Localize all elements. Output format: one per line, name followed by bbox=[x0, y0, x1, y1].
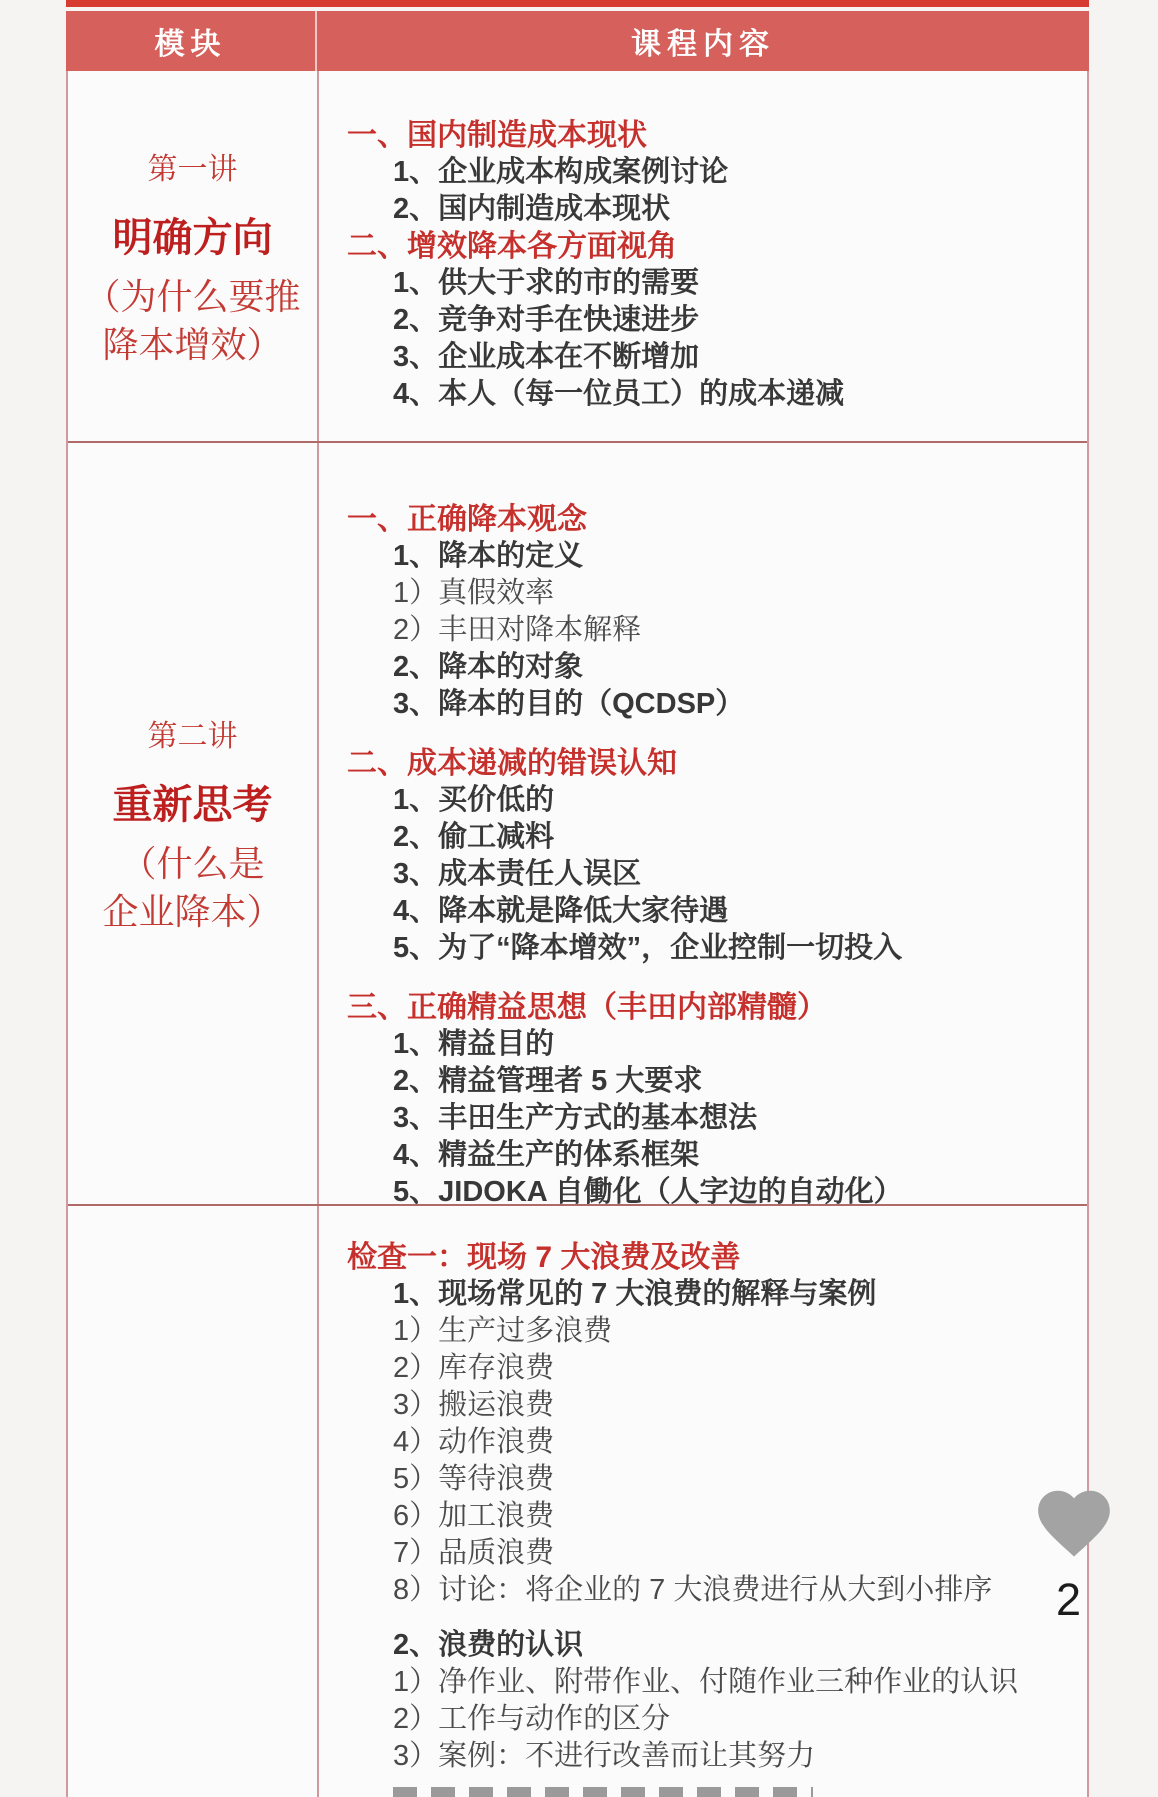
content-cell-lecture1 bbox=[319, 71, 1087, 441]
heart-like-icon[interactable] bbox=[1028, 1480, 1120, 1566]
content-line: 2、精益管理者 5 大要求 bbox=[393, 1065, 703, 1097]
section-heading: 一、正确降本观念 bbox=[347, 503, 587, 536]
content-line: 1、精益目的 bbox=[393, 1028, 555, 1060]
content-line: 2、竞争对手在快速进步 bbox=[393, 304, 700, 336]
section-heading: 三、正确精益思想（丰田内部精髓） bbox=[347, 991, 827, 1024]
module-subtitle-line: 企业降本） bbox=[102, 891, 283, 932]
content-line: 3、降本的目的（QCDSP） bbox=[393, 688, 745, 720]
content-line: 2）工作与动作的区分 bbox=[393, 1703, 671, 1735]
section-heading: 二、增效降本各方面视角 bbox=[347, 230, 677, 263]
content-line: 2、浪费的认识 bbox=[393, 1629, 584, 1661]
content-line: 5、为了“降本增效”，企业控制一切投入 bbox=[393, 932, 903, 964]
table-body bbox=[66, 71, 1089, 1797]
section-heading: 一、国内制造成本现状 bbox=[347, 119, 647, 152]
content-line: 1）净作业、附带作业、付随作业三种作业的认识 bbox=[393, 1666, 1019, 1698]
content-line: 6）加工浪费 bbox=[393, 1500, 555, 1532]
table-row bbox=[68, 443, 1087, 1206]
module-title: 明确方向 bbox=[112, 215, 273, 260]
content-line: 2、国内制造成本现状 bbox=[393, 193, 671, 225]
top-red-strip bbox=[66, 0, 1089, 7]
module-cell-lecture3 bbox=[68, 1206, 319, 1797]
content-line: 3、企业成本在不断增加 bbox=[393, 341, 700, 373]
page-number: 2 bbox=[1056, 1574, 1082, 1625]
content-line: 4、精益生产的体系框架 bbox=[393, 1139, 700, 1171]
lecture-number: 第二讲 bbox=[147, 720, 238, 753]
content-line: 4、本人（每一位员工）的成本递减 bbox=[393, 378, 845, 410]
module-cell-lecture1 bbox=[68, 71, 319, 441]
content-line: 2）库存浪费 bbox=[393, 1352, 555, 1384]
content-line: 1、企业成本构成案例讨论 bbox=[393, 156, 729, 188]
section-heading: 二、成本递减的错误认知 bbox=[347, 747, 677, 780]
content-line: 1）生产过多浪费 bbox=[393, 1315, 613, 1347]
table-row bbox=[68, 1206, 1087, 1797]
header-cell-content: 课程内容 bbox=[631, 28, 775, 61]
content-line: 1）真假效率 bbox=[393, 577, 555, 609]
module-subtitle-line: （什么是 bbox=[120, 843, 265, 884]
content-line: 1、降本的定义 bbox=[393, 540, 584, 572]
content-line: 5）等待浪费 bbox=[393, 1463, 555, 1495]
content-line: 8）讨论：将企业的 7 大浪费进行从大到小排序 bbox=[393, 1574, 993, 1606]
content-line: 1、买价低的 bbox=[393, 784, 555, 816]
content-line: 1、供大于求的市的需要 bbox=[393, 267, 700, 299]
table-row bbox=[68, 71, 1087, 443]
content-cell-lecture3 bbox=[319, 1206, 1087, 1797]
content-line: 4、降本就是降低大家待遇 bbox=[393, 895, 729, 927]
table-header-row bbox=[66, 11, 1089, 71]
content-line: 3）案例：不进行改善而让其努力 bbox=[393, 1740, 816, 1772]
content-line: 2、降本的对象 bbox=[393, 651, 584, 683]
content-line: 7）品质浪费 bbox=[393, 1537, 555, 1569]
module-title: 重新思考 bbox=[112, 783, 273, 827]
heart-icon bbox=[1028, 1480, 1120, 1566]
content-line: 5、JIDOKA 自働化（人字边的自动化） bbox=[393, 1176, 903, 1204]
lecture-number: 第一讲 bbox=[147, 152, 238, 186]
section-heading: 检查一：现场 7 大浪费及改善 bbox=[347, 1241, 741, 1274]
course-table bbox=[66, 0, 1089, 1797]
content-cell-lecture2 bbox=[319, 443, 1087, 1204]
content-line: 4）动作浪费 bbox=[393, 1426, 555, 1458]
content-line: 2、偷工减料 bbox=[393, 821, 555, 853]
content-line: 3）搬运浪费 bbox=[393, 1389, 555, 1421]
content-line: 1、现场常见的 7 大浪费的解释与案例 bbox=[393, 1278, 877, 1310]
module-subtitle-line: 降本增效） bbox=[102, 323, 283, 365]
content-line: 3、成本责任人误区 bbox=[393, 858, 642, 890]
header-cell-module: 模块 bbox=[66, 11, 317, 71]
cut-off-text-line bbox=[393, 1787, 813, 1797]
module-subtitle-line: （为什么要推 bbox=[84, 275, 301, 317]
content-line: 2）丰田对降本解释 bbox=[393, 614, 642, 646]
content-line: 3、丰田生产方式的基本想法 bbox=[393, 1102, 758, 1134]
module-cell-lecture2 bbox=[68, 443, 319, 1204]
